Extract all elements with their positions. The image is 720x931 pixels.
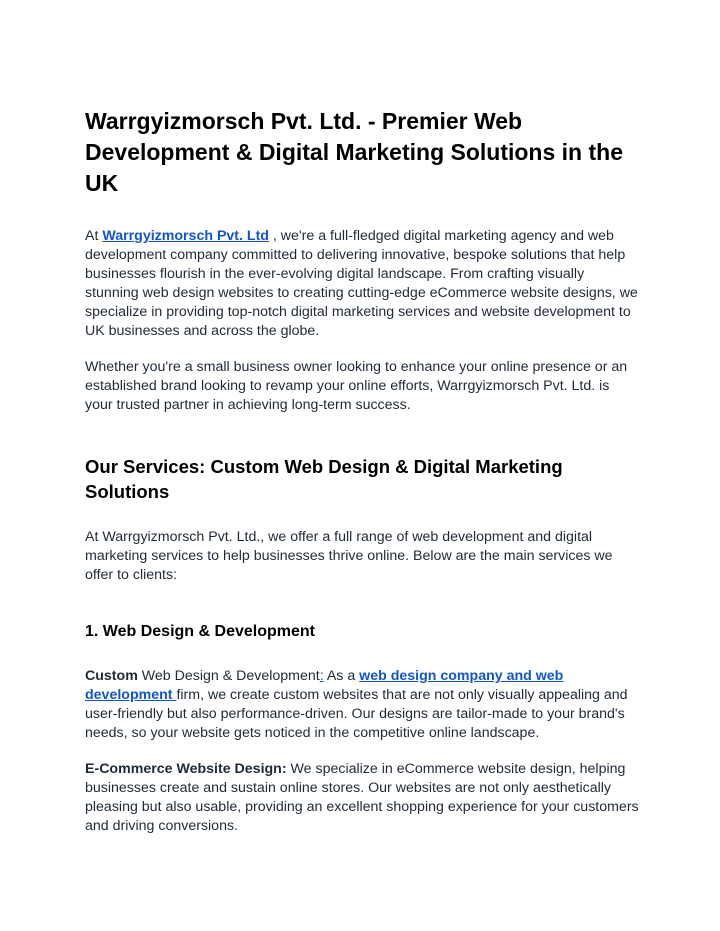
ecommerce-bold-label: E-Commerce Website Design: bbox=[85, 761, 287, 777]
web-design-company-link[interactable]: web design company and web development bbox=[85, 668, 564, 703]
services-heading: Our Services: Custom Web Design & Digital Marketing Solutions bbox=[85, 456, 563, 502]
colon-link[interactable]: : bbox=[319, 668, 324, 684]
company-link[interactable]: Warrgyizmorsch Pvt. Ltd bbox=[102, 228, 269, 244]
page-title: Warrgyizmorsch Pvt. Ltd. - Premier Web Development & Digital Marketing Solutions in the UK bbox=[85, 108, 623, 196]
custom-text-1: Web Design & Development bbox=[137, 668, 320, 684]
custom-text-rest: firm, we create custom websites that are not only visually appealing and user-friendly but also performance-driven. Our designs are tailor-made to your brand's needs, so your website gets noticed in the competitive online landscape. bbox=[85, 687, 628, 741]
ecommerce-text: We specialize in eCommerce website design, helping businesses create and sustain online stores. Our websites are not only aesthetically pleasing but also usable, providing an excellent shopping experience for your customers and driving conversions. bbox=[85, 761, 639, 834]
intro-paragraph-2: Whether you're a small business owner looking to enhance your online presence or an established brand looking to revamp your online efforts, Warrgyizmorsch Pvt. Ltd. is your trusted partner in achieving long-term success. bbox=[85, 359, 628, 413]
intro-text: , we're a full-fledged digital marketing agency and web development company committed to delivering innovative, bespoke solutions that help businesses flourish in the ever-evolving digital landscape. From crafting visually stunning web design websites to creating cutting-edge eCommerce website designs, we specialize in providing top-notch digital marketing services and website development to UK businesses and across the globe. bbox=[85, 228, 638, 339]
services-intro: At Warrgyizmorsch Pvt. Ltd., we offer a full range of web development and digital marketing services to help businesses thrive online. Below are the main services we offer to clients: bbox=[85, 529, 613, 583]
intro-prefix: At bbox=[85, 228, 103, 244]
section-heading-web-design: 1. Web Design & Development bbox=[85, 623, 315, 640]
custom-text-2: As a bbox=[323, 668, 360, 684]
custom-web-design-paragraph bbox=[85, 667, 640, 743]
ecommerce-paragraph bbox=[85, 760, 640, 836]
intro-paragraph bbox=[85, 227, 640, 341]
custom-bold-label: Custom bbox=[85, 668, 138, 684]
